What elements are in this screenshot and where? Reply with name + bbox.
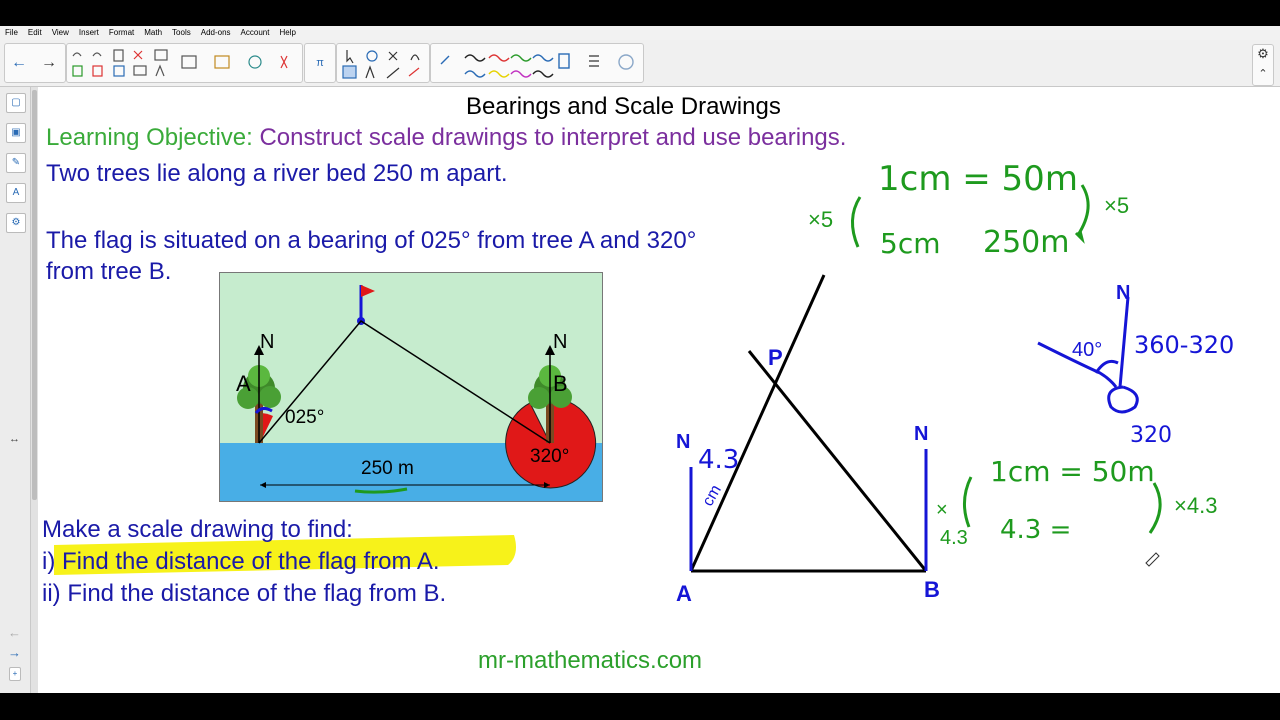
menu-help[interactable]: Help (279, 28, 296, 37)
ink-point-a: A (676, 581, 692, 606)
north-label-b: N (553, 331, 568, 353)
palette-icon (559, 54, 569, 68)
whiteboard-canvas[interactable] (38, 87, 1280, 693)
ink-label-p: P (768, 345, 783, 370)
ink-times5-left: ×5 (808, 207, 834, 232)
ink-mult-right: ×4.3 (1174, 493, 1218, 518)
page-sorter-icon[interactable]: ▢ (6, 93, 26, 113)
footer-link[interactable]: mr-mathematics.com (478, 647, 703, 674)
highlighter-pink-icon (511, 71, 531, 77)
task-heading: Make a scale drawing to find: (42, 516, 353, 543)
properties-icon[interactable]: A (6, 183, 26, 203)
left-sidebar (0, 87, 31, 693)
pen-group (430, 43, 644, 83)
ink-mult-left: × (936, 499, 948, 521)
highlighter-yellow-icon (489, 71, 509, 77)
add-page-icon[interactable]: + (9, 667, 21, 681)
tree-b-label: B (553, 371, 568, 396)
delete-icon (134, 51, 142, 59)
ink-scale-1: 1cm = 50m (878, 159, 1078, 199)
select-arrow-icon (347, 50, 353, 63)
paste-icon (93, 66, 102, 76)
paint-icon (411, 55, 419, 60)
ink-mult-left-val: 4.3 (940, 527, 968, 549)
angle-b-label: 320° (530, 446, 570, 467)
ink-layer (38, 87, 1280, 693)
line-icon (387, 68, 399, 78)
angle-a-label: 025° (285, 407, 325, 428)
pen-tools-icons[interactable] (431, 44, 643, 82)
menu-insert[interactable]: Insert (78, 28, 99, 37)
toolbar (0, 40, 1280, 87)
clear-icon (281, 56, 287, 68)
pencil-cursor-icon (1146, 553, 1159, 566)
undo-icon (73, 53, 81, 56)
ink-scale-right: 250m (983, 225, 1070, 260)
page-icon (114, 50, 123, 61)
text-icon (156, 66, 164, 76)
menu-file[interactable]: File (5, 28, 18, 37)
screen-icon (134, 66, 146, 75)
pen-green-icon (511, 55, 531, 61)
pen-blue-icon (533, 55, 553, 61)
cloud-icon (619, 55, 633, 69)
ink-unit-cm: cm (699, 482, 725, 510)
letter-a-icon (366, 67, 374, 78)
pen-blue2-icon (465, 71, 485, 77)
objective-text: Construct scale drawings to interpret and use bearings. (259, 124, 847, 151)
window-top-bar (0, 0, 1280, 26)
pen-icon (441, 56, 449, 64)
window-bottom-bar (0, 693, 1280, 720)
distance-label: 250 m (361, 458, 414, 479)
pen-dashed-icon (533, 71, 553, 77)
eraser-icon (409, 68, 419, 76)
menu-format[interactable]: Format (108, 28, 135, 37)
fill-icon (389, 52, 397, 60)
pi-icon[interactable]: π (316, 57, 324, 69)
problem-line-2: The flag is situated on a bearing of 025° from tree A and 320° (46, 227, 697, 254)
ink-north-b: N (914, 423, 929, 445)
redo-icon (93, 53, 101, 56)
tree-a-label: A (236, 371, 251, 396)
menu-math[interactable]: Math (144, 28, 163, 37)
problem-line-3: from tree B. (46, 258, 172, 285)
lines-icon (589, 56, 599, 66)
ink-point-b: B (924, 577, 940, 602)
edit-tools-icons[interactable] (67, 44, 302, 82)
ink-north-a: N (676, 431, 691, 453)
ink-angle-320: 320 (1130, 423, 1172, 448)
forward-icon[interactable]: → (41, 54, 57, 71)
menu-tools[interactable]: Tools (172, 28, 191, 37)
insert-image-icon (182, 56, 196, 68)
back-icon[interactable]: ← (11, 54, 27, 71)
ink-calc: 4.3 = (1000, 515, 1072, 545)
table-icon (155, 50, 167, 60)
north-label-a: N (260, 331, 275, 353)
task-i-text: Find the distance of the flag from A. (62, 548, 440, 575)
math-group (304, 43, 336, 83)
problem-line-1: Two trees lie along a river bed 250 m apart. (46, 160, 508, 187)
page-title: Bearings and Scale Drawings (466, 93, 781, 120)
task-i-prefix: i) (42, 548, 56, 575)
task-ii: ii) Find the distance of the flag from B. (42, 580, 447, 607)
ink-angle-40: 40° (1072, 339, 1103, 361)
gallery-tab-icon[interactable]: ▣ (6, 123, 26, 143)
ink-times5-right: ×5 (1104, 193, 1130, 218)
ink-length-43: 4.3 (698, 445, 740, 475)
copy-icon (73, 66, 82, 76)
nav-group (4, 43, 66, 83)
edit-group (66, 43, 303, 83)
menu-bar (0, 26, 1280, 40)
addons-icon[interactable]: ⚙ (6, 213, 26, 233)
menu-account[interactable]: Account (240, 28, 270, 37)
ink-scale-2: 1cm = 50m (990, 455, 1155, 488)
resize-handle-icon[interactable]: ↔ (9, 433, 20, 445)
ink-sub-expr: 360-320 (1134, 331, 1235, 359)
shape-icon (367, 51, 377, 61)
ink-scale-left: 5cm (880, 227, 941, 260)
gallery-icon (249, 56, 261, 68)
scrollbar-thumb[interactable] (32, 90, 37, 500)
pen-red-icon (489, 55, 509, 61)
settings-panel (1252, 44, 1274, 86)
pen-black-icon (465, 55, 485, 61)
sidebar-forward-icon[interactable]: → (8, 645, 21, 660)
sidebar-back-icon[interactable]: ← (8, 625, 21, 640)
scale-triangle (691, 275, 929, 571)
select-tools-icons[interactable] (337, 44, 429, 82)
menu-addons[interactable]: Add-ons (200, 28, 231, 37)
ink-north-sketch: N (1116, 282, 1131, 304)
objective-label: Learning Objective: (46, 124, 253, 151)
menu-view[interactable]: View (51, 28, 69, 37)
select-group (336, 43, 430, 83)
save-icon (114, 66, 124, 76)
check-icon (215, 56, 229, 68)
columns-icon (343, 66, 356, 78)
menu-edit[interactable]: Edit (27, 28, 42, 37)
attachments-icon[interactable]: ✎ (6, 153, 26, 173)
collapse-icon[interactable]: ⌃ (1258, 68, 1268, 80)
gear-icon[interactable]: ⚙ (1257, 46, 1269, 61)
